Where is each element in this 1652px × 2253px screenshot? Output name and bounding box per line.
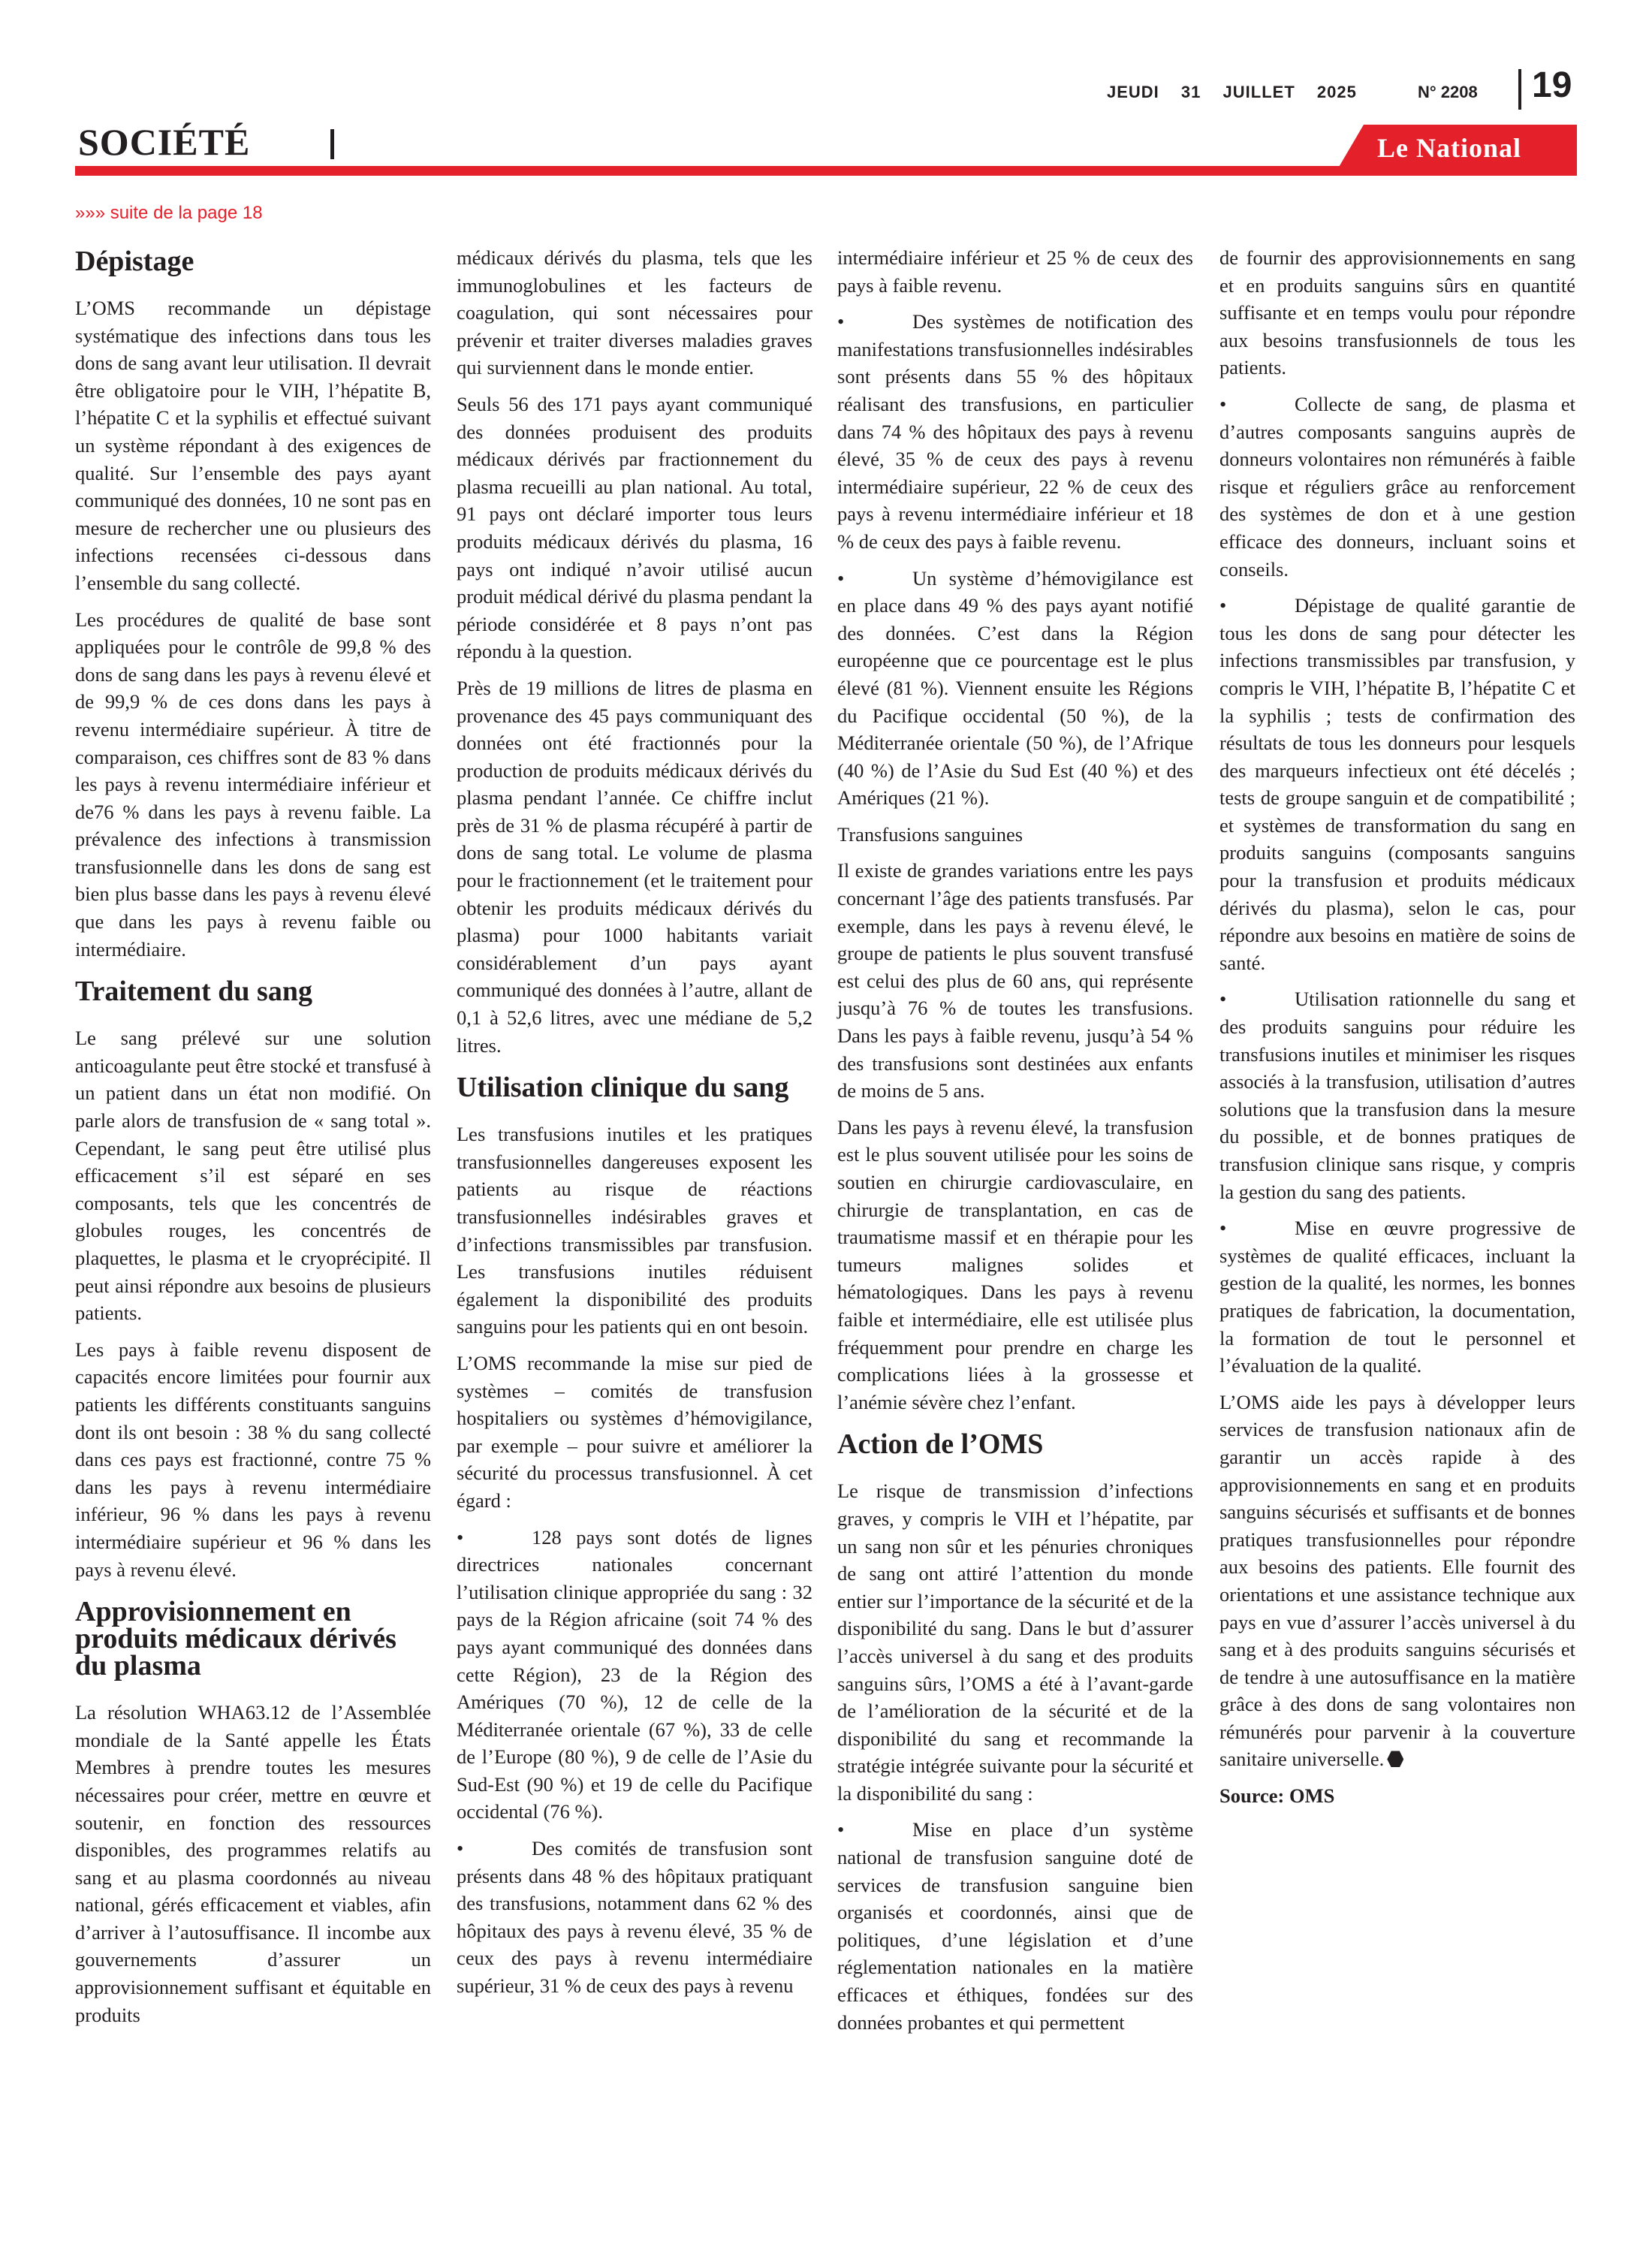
bullet-icon: • xyxy=(457,1837,464,1860)
date-number: 31 xyxy=(1180,83,1201,101)
section-title: SOCIÉTÉ xyxy=(78,121,251,163)
paragraph: Seuls 56 des 171 pays ayant communiqué des données produisent des produits médicaux dérivés par fractionnement du plasma recueilli au plan national. Au total, 91 pays ont déclaré importer tous leurs produits médicaux dérivés du plasma, 16 pays ont indiqué n’avoir utilisé aucun produit médical dérivé du plasma pendant la période considérée et 8 pays n’ont pas répondu à la question. xyxy=(457,392,812,663)
bullet-text: Un système d’hémovigilance est en place dans 49 % des pays ayant notifié des données. C’est dans la Région européenne que ce pourcentage est le plus élevé (81 %). Viennent ensuite les Régions du Pacifique occidental (50 %), de la Méditerranée orientale (50 %), de l’Afrique (40 %) de l’Asie du Sud Est (40 %) et des Amériques (21 %). xyxy=(837,566,1193,810)
issue-number: N° 2208 xyxy=(1418,83,1478,101)
bullet-item xyxy=(837,565,1193,812)
paragraph: médicaux dérivés du plasma, tels que les immunoglobulines et les facteurs de coagulation, qui sont nécessaires pour prévenir et traiter diverses maladies graves qui surviennent dans le monde entier. xyxy=(457,246,812,379)
date-day: JEUDI xyxy=(1107,83,1159,101)
paragraph-text: L’OMS aide les pays à développer leurs services de transfusion nationaux afin de garantir un accès rapide à des approvisionnements en sang et en produits sanguins sécurisés et suffisants et de bonnes pratiques transfusionnelles pour répondre aux besoins des patients. Elle fournit des orientations et une assistance technique aux pays en vue d’assurer l’accès universel à du sang et à des produits sanguins sécurisés et de tendre à une autosuffisance en la matière grâce à des dons de sang volontaires non rémunérés pour parvenir à la couverture sanitaire universelle. xyxy=(1219,1390,1575,1771)
article-column-4 xyxy=(1219,244,1575,1819)
paragraph: Le risque de transmission d’infections graves, y compris le VIH et l’hépatite, par un sang non sûr et les pénuries chroniques de sang ont attiré l’attention du monde entier sur l’importance de la sécurité et de la disponibilité du sang. Dans le but d’assurer l’accès universel à du sang et des produits sanguins sûrs, l’OMS a été à l’avant-garde de l’amélioration de la sécurité et de la disponibilité du sang et recommande la stratégie intégrée suivante pour la sécurité et la disponibilité du sang : xyxy=(837,1479,1193,1805)
heading-traitement: Traitement du sang xyxy=(75,976,312,1008)
newspaper-name: Le National xyxy=(1377,133,1522,163)
heading-action: Action de l’OMS xyxy=(837,1428,1044,1461)
paragraph: intermédiaire inférieur et 25 % de ceux des pays à faible revenu. xyxy=(837,246,1193,297)
subheading-transfusions: Transfusions sanguines xyxy=(837,822,1023,846)
bullet-icon: • xyxy=(837,566,845,590)
paragraph: Les transfusions inutiles et les pratiques transfusionnelles dangereuses exposent les patients au risque de réactions transfusionnelles indésirables graves et d’infections transmissibles par transfusion. Les transfusions inutiles réduisent également la disponibilité des produits sanguins pour les patients qui en ont besoin. xyxy=(457,1123,812,1338)
article-column-3 xyxy=(837,244,1193,2045)
end-mark-icon xyxy=(1387,1751,1403,1767)
section-divider xyxy=(330,129,334,159)
paragraph: La résolution WHA63.12 de l’Assemblée mondiale de la Santé appelle les États Membres à prendre toutes les mesures nécessaires pour créer, mettre en œuvre et soutenir, en fonction des ressources disponibles, des programmes relatifs au sang et au plasma coordonnés au niveau national, gérés efficacement et viables, afin d’arriver à l’autosuffisance. Il incombe aux gouvernements d’assurer un approvisionnement suffisant et équitable en produits xyxy=(75,1701,431,2026)
paragraph: Les pays à faible revenu disposent de capacités encore limitées pour fournir aux patients les différents constituants sanguins dont ils ont besoin : 38 % du sang collecté dans ces pays est fractionné, contre 75 % dans les pays à revenu intermédiaire inférieur, 96 % dans les pays à revenu intermédiaire supérieur et 96 % dans les pays à revenu élevé. xyxy=(75,1338,431,1581)
bullet-item xyxy=(837,308,1193,555)
paragraph: Dans les pays à revenu élevé, la transfusion est le plus souvent utilisée pour les soins de soutien en chirurgie cardiovasculaire, en chirurgie de transplantation, en cas de traumatisme massif et en thérapie pour les tumeurs malignes solides et hématologiques. Dans les pays à revenu faible et intermédiaire, elle est utilisée plus fréquemment pour prendre en charge les complications liées à la grossesse et l’anémie sévère chez l’enfant. xyxy=(837,1115,1193,1413)
issue-date xyxy=(1107,83,1357,102)
bullet-text: 128 pays sont dotés de lignes directrices nationales concernant l’utilisation clinique appropriée du sang : 32 pays de la Région africaine (soit 74 % des pays ayant communiqué des données dans cette Région), 23 de la Région des Amériques (70 %), 12 de celle de la Méditerranée orientale (67 %), 33 de celle de l’Europe (80 %), 9 de celle de l’Asie du Sud-Est (90 %) et 19 de celle du Pacifique occidental (76 %). xyxy=(457,1525,812,1823)
bullet-icon: • xyxy=(837,1818,845,1841)
bullet-text: Utilisation rationnelle du sang et des produits sanguins pour réduire les transfusions inutiles et minimiser les risques associés à la transfusion, utilisation d’autres solutions que la transfusion dans la mesure du possible, et de bonnes pratiques de transfusion clinique sans risque, y compris la gestion du sang des patients. xyxy=(1219,988,1575,1203)
bullet-item xyxy=(1219,985,1575,1205)
paragraph: L’OMS recommande un dépistage systématique des infections dans tous les dons de sang avant leur utilisation. Il devrait être obligatoire pour le VIH, l’hépatite B, l’hépatite C et la syphilis et effectué suivant un système répondant à des exigences de qualité. Sur l’ensemble des pays ayant communiqué des données, 10 ne sont pas en mesure de rechercher une ou plusieurs des infections recensées ci-dessous dans l’ensemble du sang collecté. xyxy=(75,297,431,594)
source-credit: Source: OMS xyxy=(1219,1784,1335,1808)
bullet-icon: • xyxy=(1219,594,1227,617)
continued-from-link[interactable]: »»» suite de la page 18 xyxy=(75,203,263,223)
bullet-icon: • xyxy=(837,310,845,333)
bullet-icon: • xyxy=(1219,1217,1227,1240)
bullet-item xyxy=(837,1816,1193,2036)
heading-utilisation: Utilisation clinique du sang xyxy=(457,1072,789,1104)
paragraph: L’OMS recommande la mise sur pied de systèmes – comités de transfusion hospitaliers ou systèmes d’hémovigilance, par exemple – pour suivre et améliorer la sécurité du processus transfusionnel. À cet égard : xyxy=(457,1351,812,1512)
heading-approvisionnement: Approvisionnement en produits médicaux dérivés du plasma xyxy=(75,1596,396,1682)
bullet-item xyxy=(1219,391,1575,583)
bullet-icon: • xyxy=(457,1525,464,1549)
article-column-1 xyxy=(75,244,431,2037)
page-number: 19 xyxy=(1532,65,1572,105)
heading-depistage: Dépistage xyxy=(75,246,194,277)
bullet-item xyxy=(1219,1214,1575,1380)
bullet-icon: • xyxy=(1219,392,1227,415)
date-month: JUILLET xyxy=(1222,83,1295,101)
paragraph: Les procédures de qualité de base sont appliquées pour le contrôle de 99,8 % des dons de sang dans les pays à revenu élevé et de 99,9 % de ces dons dans les pays à revenu intermédiaire supérieur. À titre de comparaison, ces chiffres sont de 83 % dans les pays à revenu intermédiaire inférieur et de76 % dans les pays à revenu faible. La prévalence des infections à transmission transfusionnelle dans les dons de sang est bien plus basse dans les pays à revenu élevé que dans les pays à revenu faible ou intermédiaire. xyxy=(75,608,431,961)
bullet-item xyxy=(1219,592,1575,976)
bullet-text: Des systèmes de notification des manifestations transfusionnelles indésirables sont présents dans 55 % des hôpitaux réalisant des transfusions, en particulier dans 74 % des hôpitaux des pays à revenu élevé, 35 % de ceux des pays à revenu intermédiaire supérieur, 22 % de ceux des pays à revenu intermédiaire inférieur et 18 % de ceux des pays à faible revenu. xyxy=(837,310,1193,553)
date-year: 2025 xyxy=(1316,83,1357,101)
bullet-text: Collecte de sang, de plasma et d’autres composants sanguins auprès de donneurs volontaires non rémunérés à faible risque et réguliers grâce au renforcement des systèmes de don et à une gestion efficace des donneurs, incluant soins et conseils. xyxy=(1219,392,1575,581)
bullet-text: Mise en place d’un système national de transfusion sanguine doté de services de transfusion sanguine bien organisés et coordonnés, ainsi que de politiques, d’une législation et d’une réglementation nationales en la matière efficaces et éthiques, fondées sur des données probantes et qui permettent xyxy=(837,1818,1193,2034)
bullet-item xyxy=(457,1524,812,1826)
paragraph xyxy=(1219,1389,1575,1773)
paragraph: Le sang prélevé sur une solution anticoagulante peut être stocké et transfusé à un patient dans un état non modifié. On parle alors de transfusion de « sang total ». Cependant, le sang peut être utilisé plus efficacement s’il est séparé en ses composants, tels que les concentrés de globules rouges, les concentrés de plaquettes, le plasma et le cryoprécipité. Il peut ainsi répondre aux besoins de plusieurs patients. xyxy=(75,1027,431,1325)
bullet-text: Mise en œuvre progressive de systèmes de qualité efficaces, incluant la gestion de la qualité, les normes, les bonnes pratiques de fabrication, la documentation, la formation de tout le personnel et l’évaluation de la qualité. xyxy=(1219,1217,1575,1377)
paragraph: Près de 19 millions de litres de plasma en provenance des 45 pays communiquant des données ont été fractionnés pour la production de produits médicaux dérivés du plasma pendant l’année. Ce chiffre inclut près de 31 % de plasma récupéré à partir de dons de sang total. Le volume de plasma pour le fractionnement (et le traitement pour obtenir les produits médicaux dérivés du plasma) pour 1000 habitants variait considérablement d’un pays ayant communiqué des données à l’autre, allant de 0,1 à 52,6 litres, avec une médiane de 5,2 litres. xyxy=(457,676,812,1057)
paragraph: de fournir des approvisionnements en sang et en produits sanguins sûrs en quantité suffisante et en temps voulu pour répondre aux besoins transfusionnels de tous les patients. xyxy=(1219,246,1575,379)
article-column-2 xyxy=(457,244,812,2009)
bullet-item xyxy=(457,1835,812,2000)
bullet-text: Dépistage de qualité garantie de tous les dons de sang pour détecter les infections transmissibles par transfusion, y compris le VIH, l’hépatite B, l’hépatite C et la syphilis ; tests de confirmation des résultats de tous les donneurs pour lesquels des marqueurs infectieux ont été décelés ; tests de groupe sanguin et de compatibilité ; et systèmes de transformation du sang en produits sanguins (composants sanguins pour la transfusion et produits médicaux dérivés du plasma), selon le cas, pour répondre aux besoins en matière de soins de santé. xyxy=(1219,594,1575,974)
bullet-text: Des comités de transfusion sont présents dans 48 % des hôpitaux pratiquant des transfusions, notamment dans 62 % des hôpitaux des pays à revenu élevé, 35 % de ceux des pays à revenu intermédiaire supérieur, 31 % de ceux des pays à revenu xyxy=(457,1837,812,1998)
bullet-icon: • xyxy=(1219,988,1227,1011)
paragraph: Il existe de grandes variations entre les pays concernant l’âge des patients transfusés. Par exemple, dans les pays à revenu élevé, le groupe de patients le plus souvent transfusé est celui des plus de 60 ans, qui représente jusqu’à 76 % de toutes les transfusions. Dans les pays à faible revenu, jusqu’à 54 % des transfusions sont destinées aux enfants de moins de 5 ans. xyxy=(837,859,1193,1102)
header-divider xyxy=(1518,69,1521,110)
